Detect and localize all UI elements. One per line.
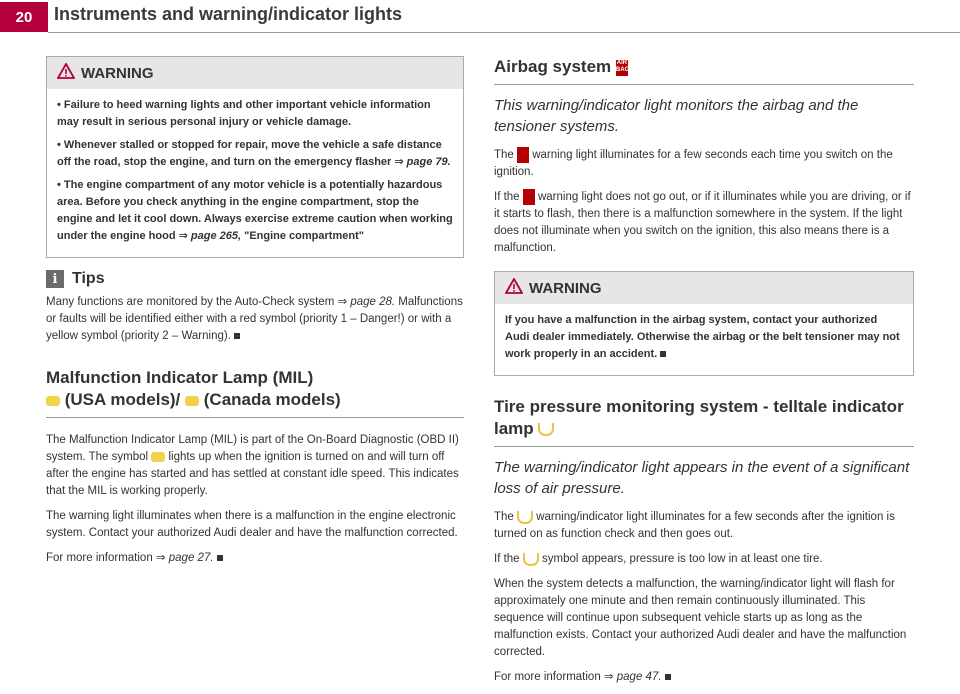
tpms-inline-icon [523, 553, 539, 566]
airbag-rule [494, 84, 914, 85]
mil-paragraph-1: The Malfunction Indicator Lamp (MIL) is part of the On-Board Diagnostic (OBD II) system. The symbol lights up when the ignition is turned on and will turn off after the engine has started and has settled at constant idle speed. This indicates that the MIL is working properly. [46, 434, 459, 497]
left-column [46, 56, 464, 575]
airbag-intro: This warning/indicator light monitors the airbag and the tensioner systems. [494, 97, 859, 135]
tips-heading [46, 270, 464, 288]
warning-item-2: • Whenever stalled or stopped for repair, move the vehicle a safe distance off the road, stop the engine, and turn on the emergency flasher ⇒ page 79. [57, 139, 451, 168]
tpms-paragraph-2: If the symbol appears, pressure is too low in at least one tire. [494, 553, 823, 566]
mil-engine-icon [46, 396, 60, 406]
mil-engine-canada-icon [185, 396, 199, 406]
airbag-inline-icon [517, 147, 529, 163]
tips-text: Many functions are monitored by the Auto-Check system ⇒ page 28. Malfunctions or faults will be identified either with a red symbol (priority 1 – Danger!) or with a yellow symbol (priority 2 – Warning). [46, 296, 463, 342]
airbag-title: Airbag system AIR BAG [494, 57, 630, 76]
tpms-icon [538, 423, 554, 436]
airbag-inline-icon [523, 189, 535, 205]
mil-title: Malfunction Indicator Lamp (MIL) (USA models)/ (Canada models) [46, 368, 341, 409]
end-mark [665, 674, 671, 680]
airbag-icon: AIR BAG [616, 60, 628, 76]
info-icon: i [46, 270, 64, 288]
end-mark [660, 351, 666, 357]
tpms-intro: The warning/indicator light appears in the event of a significant loss of air pressure. [494, 459, 910, 498]
tpms-inline-icon [517, 511, 533, 524]
airbag-paragraph-1: The warning light illuminates for a few seconds each time you switch on the ignition. [494, 147, 914, 181]
warning-header [47, 57, 463, 89]
page-ref-47[interactable]: page 47. [616, 671, 662, 684]
tpms-paragraph-1: The warning/indicator light illuminates for a few seconds after the ignition is turned on as function check and then goes out. [494, 511, 895, 541]
tpms-rule [494, 446, 914, 447]
warning-header [495, 272, 913, 304]
mil-paragraph-2: The warning light illuminates when there is a malfunction in the engine electronic system. Contact your authorized Audi dealer and have the malfunction corrected. [46, 510, 458, 539]
page-header [0, 0, 960, 34]
tpms-title: Tire pressure monitoring system - telltale indicator lamp [494, 397, 904, 439]
mil-more-info: For more information ⇒ page 27. [46, 550, 464, 567]
mil-symbol-icon [151, 452, 165, 462]
warning-box-right [494, 271, 914, 376]
end-mark [217, 555, 223, 561]
airbag-warning-text: If you have a malfunction in the airbag system, contact your authorized Audi dealer immediately. Otherwise the airbag or the belt tensioner may not work properly in an accident. [505, 314, 900, 361]
warning-box-left [46, 56, 464, 258]
tpms-paragraph-3: When the system detects a malfunction, the warning/indicator light will flash for approximately one minute and then remain continuously illuminated. This sequence will continue upon subsequent vehicle starts up as long as the malfunction exists. Contact your authorized Audi dealer and have the malfunction corrected. [494, 578, 907, 659]
warning-triangle-icon [57, 63, 75, 83]
mil-rule [46, 417, 464, 418]
tips-label: Tips [72, 270, 105, 287]
warning-item-1: • Failure to heed warning lights and other important vehicle information may result in serious personal injury or vehicle damage. [57, 99, 431, 128]
page-ref-28[interactable]: page 28. [350, 296, 396, 308]
section-title: Instruments and warning/indicator lights [54, 4, 403, 24]
warning-label: WARNING [81, 64, 154, 82]
end-mark [234, 333, 240, 339]
tpms-more-info: For more information ⇒ page 47. [494, 669, 914, 686]
warning-triangle-icon [505, 278, 523, 298]
airbag-paragraph-2: If the warning light does not go out, or if it illuminates while you are driving, or if it starts to flash, then there is a malfunction somewhere in the system. If the light does not illuminate when you switch on the ignition, this also means there is a malfunction. [494, 189, 914, 257]
page-ref-27[interactable]: page 27. [168, 552, 214, 564]
warning-label: WARNING [529, 279, 602, 297]
right-column [494, 56, 914, 694]
page-ref-79[interactable]: page 79. [406, 156, 451, 168]
page-ref-265[interactable]: page 265, [190, 230, 242, 242]
tpms-section [494, 396, 914, 686]
mil-section [46, 367, 464, 567]
warning-item-3: • The engine compartment of any motor vehicle is a potentially hazardous area. Before you check anything in the engine compartment, stop the engine and let it cool down. Always exercise extreme caution when working under the engine hood ⇒ page 265, "Engine compartment" [57, 179, 453, 242]
page-number: 20 [0, 2, 48, 32]
header-rule [48, 32, 960, 33]
